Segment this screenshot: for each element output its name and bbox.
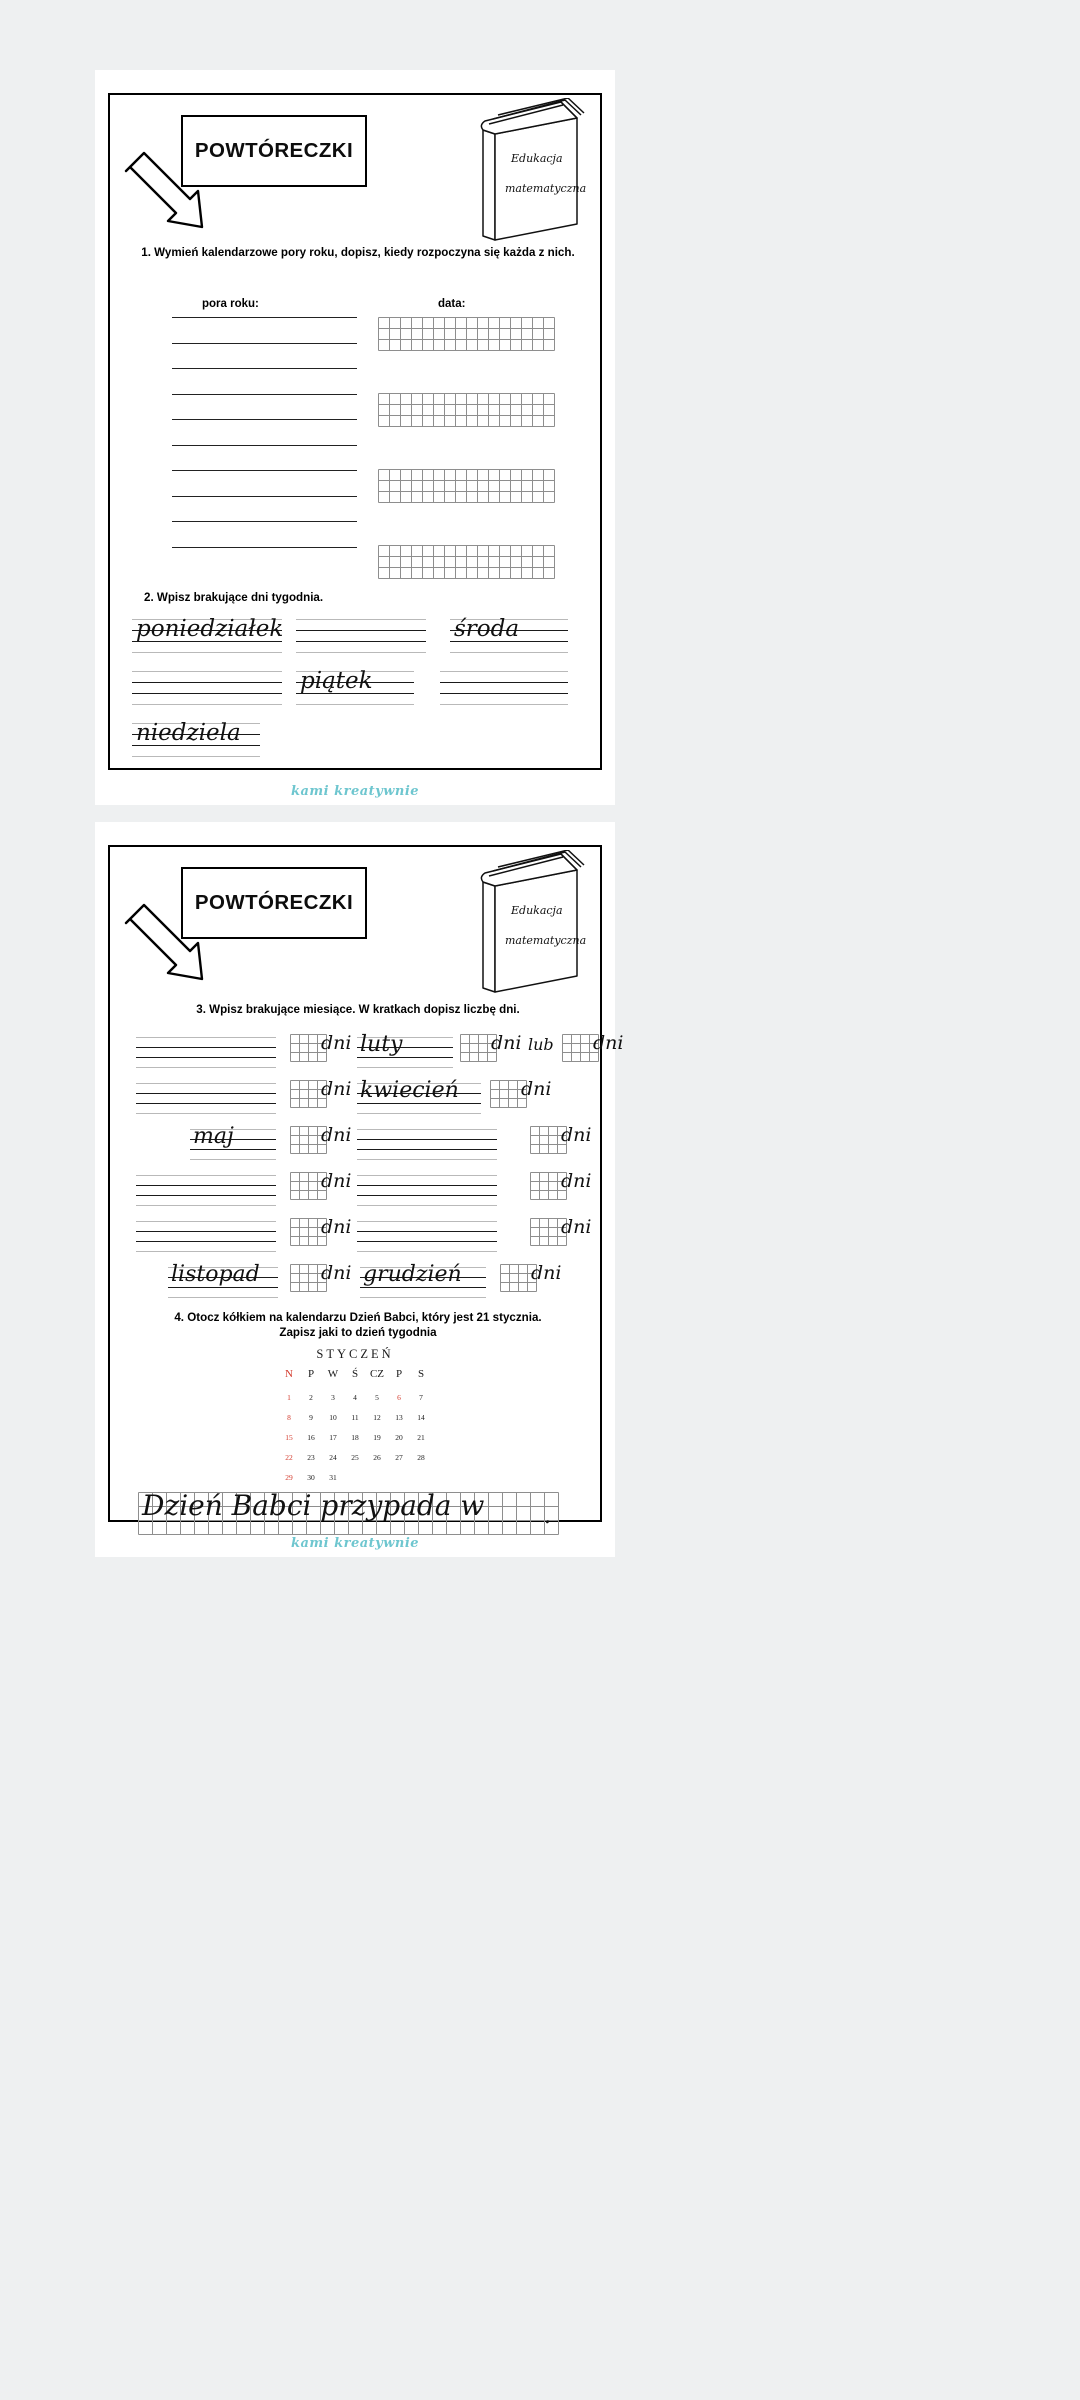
rule-line (440, 693, 568, 694)
rule-line (136, 1241, 276, 1242)
month-ruling[interactable] (136, 1221, 276, 1251)
calendar-day-header: S (417, 1368, 425, 1380)
rule-line (136, 1195, 276, 1196)
dni-label: dni (491, 1032, 522, 1054)
rule-line (132, 693, 282, 694)
calendar-day-cell[interactable]: 13 (395, 1412, 403, 1422)
calendar-day-cell[interactable]: 3 (331, 1392, 335, 1402)
calendar-week-row (278, 1387, 432, 1407)
calendar-day-cell[interactable]: 5 (375, 1392, 379, 1402)
calendar-empty-cell (366, 1467, 388, 1487)
rule-line (440, 704, 568, 705)
weekday-word: niedziela (136, 720, 241, 746)
rule-line (136, 1047, 276, 1048)
calendar-day-cell[interactable]: 31 (329, 1472, 337, 1482)
calendar-body[interactable] (278, 1387, 432, 1487)
calendar-day-cell[interactable]: 8 (287, 1412, 291, 1422)
rule-line (136, 1103, 276, 1104)
task-4-instruction-line1: 4. Otocz kółkiem na kalendarzu Dzień Babci, który jest 21 stycznia. (174, 1311, 542, 1324)
lub-label: lub (528, 1035, 554, 1054)
calendar-day-cell[interactable]: 25 (351, 1452, 359, 1462)
rule-line (136, 1205, 276, 1206)
weekday-ruling[interactable] (440, 671, 568, 704)
dni-label: dni (561, 1216, 592, 1238)
month-ruling[interactable] (357, 1175, 497, 1205)
date-grid[interactable] (378, 317, 555, 351)
rule-line (357, 1221, 497, 1222)
calendar-day-header: Ś (351, 1368, 359, 1380)
dni-label: dni (531, 1262, 562, 1284)
rule-line (357, 1113, 481, 1114)
book-icon (465, 850, 590, 1000)
book-icon (465, 98, 590, 248)
calendar-day-cell[interactable]: 1 (287, 1392, 291, 1402)
dni-label: dni (321, 1124, 352, 1146)
answer-line[interactable] (172, 445, 357, 446)
rule-line (132, 756, 260, 757)
month-word: kwiecień (360, 1078, 459, 1103)
answer-line[interactable] (172, 368, 357, 369)
rule-line (132, 652, 282, 653)
page-title-box (181, 115, 367, 187)
rule-line (136, 1037, 276, 1038)
calendar-day-cell[interactable]: 21 (417, 1432, 425, 1442)
rule-line (296, 641, 426, 642)
calendar-empty-cell (388, 1467, 410, 1487)
task-2-instruction: 2. Wpisz brakujące dni tygodnia. (144, 591, 324, 604)
rule-line (357, 1205, 497, 1206)
rule-line (132, 704, 282, 705)
page-title: POWTÓRECZKI (194, 139, 354, 162)
calendar-day-cell[interactable]: 24 (329, 1452, 337, 1462)
watermark: kami kreatywnie (290, 784, 420, 799)
task-4-instruction-line2: Zapisz jaki to dzień tygodnia (279, 1326, 437, 1339)
rule-line (296, 630, 426, 631)
weekday-word: poniedziałek (136, 616, 284, 642)
rule-line (136, 1231, 276, 1232)
calendar-week-row (278, 1427, 432, 1447)
rule-line (357, 1175, 497, 1176)
worksheet-page-2 (95, 822, 624, 1557)
month-word: luty (360, 1032, 403, 1057)
dni-label: dni (561, 1124, 592, 1146)
date-grid[interactable] (378, 469, 555, 503)
answer-line[interactable] (172, 521, 357, 522)
calendar-day-cell[interactable]: 22 (285, 1452, 293, 1462)
dni-label: dni (521, 1078, 552, 1100)
answer-line[interactable] (172, 419, 357, 420)
calendar-week-row (278, 1407, 432, 1427)
month-ruling[interactable] (136, 1037, 276, 1067)
calendar-day-cell[interactable]: 2 (309, 1392, 313, 1402)
answer-line[interactable] (172, 547, 357, 548)
answer-line[interactable] (172, 470, 357, 471)
calendar-week-row (278, 1467, 432, 1487)
calendar-day-header: P (395, 1368, 403, 1380)
rule-line (450, 652, 568, 653)
rule-line (357, 1195, 497, 1196)
dni-label: dni (321, 1032, 352, 1054)
answer-line[interactable] (172, 343, 357, 344)
calendar-empty-cell (344, 1467, 366, 1487)
rule-line (136, 1057, 276, 1058)
calendar-day-cell[interactable]: 16 (307, 1432, 315, 1442)
rule-line (190, 1159, 276, 1160)
calendar-day-header: CZ (369, 1368, 385, 1380)
dni-label: dni (321, 1262, 352, 1284)
calendar-day-cell[interactable]: 26 (373, 1452, 381, 1462)
calendar-week-row (278, 1447, 432, 1467)
book-label-line2: matematyczna (505, 934, 587, 947)
rule-line (296, 619, 426, 620)
calendar-day-cell[interactable]: 27 (395, 1452, 403, 1462)
rule-line (357, 1159, 497, 1160)
answer-line[interactable] (172, 394, 357, 395)
rule-line (136, 1251, 276, 1252)
weekday-word: piątek (300, 668, 373, 694)
month-word: grudzień (363, 1262, 462, 1287)
rule-line (136, 1175, 276, 1176)
month-ruling[interactable] (357, 1221, 497, 1251)
calendar-table[interactable] (278, 1368, 432, 1487)
rule-line (357, 1139, 497, 1140)
calendar-day-header: P (307, 1368, 315, 1380)
rule-line (136, 1221, 276, 1222)
rule-line (357, 1251, 497, 1252)
sentence-text: Dzień Babci przypada w (142, 1489, 485, 1522)
calendar-day-cell[interactable]: 4 (353, 1392, 357, 1402)
rule-line (357, 1185, 497, 1186)
rule-line (136, 1083, 276, 1084)
book-label-line1: Edukacja (511, 904, 563, 917)
rule-line (136, 1093, 276, 1094)
calendar-day-cell[interactable]: 9 (309, 1412, 313, 1422)
january-calendar[interactable] (110, 1347, 600, 1487)
calendar-day-cell[interactable]: 19 (373, 1432, 381, 1442)
rule-line (357, 1067, 453, 1068)
rule-line (357, 1149, 497, 1150)
task-1-instruction: 1. Wymień kalendarzowe pory roku, dopisz, kiedy rozpoczyna się każda z nich. (141, 246, 575, 259)
task-3-instruction: 3. Wpisz brakujące miesiące. W kratkach dopisz liczbę dni. (196, 1003, 520, 1016)
calendar-day-cell[interactable]: 23 (307, 1452, 315, 1462)
worksheet-page-1 (95, 70, 615, 805)
rule-line (296, 704, 414, 705)
rule-line (360, 1287, 486, 1288)
rule-line (190, 1149, 276, 1150)
calendar-day-cell[interactable]: 20 (395, 1432, 403, 1442)
calendar-day-cell[interactable]: 7 (419, 1392, 423, 1402)
dni-label: dni (561, 1170, 592, 1192)
calendar-day-header: N (285, 1368, 293, 1380)
column-heading-date: data: (438, 298, 466, 310)
page2-border (108, 845, 624, 1529)
rule-line (136, 1067, 276, 1068)
rule-line (440, 671, 568, 672)
calendar-day-cell[interactable]: 6 (397, 1392, 401, 1402)
rule-line (357, 1103, 481, 1104)
rule-line (357, 1241, 497, 1242)
rule-line (357, 1231, 497, 1232)
calendar-day-cell[interactable]: 10 (329, 1412, 337, 1422)
dni-label: dni (321, 1170, 352, 1192)
rule-line (136, 1113, 276, 1114)
rule-line (168, 1297, 278, 1298)
book-label-line2: matematyczna (505, 182, 587, 195)
book-label-line1: Edukacja (511, 152, 563, 165)
watermark: kami kreatywnie (290, 1536, 420, 1551)
month-word: maj (193, 1124, 234, 1149)
answer-line[interactable] (172, 317, 357, 318)
calendar-day-cell[interactable]: 28 (417, 1452, 425, 1462)
calendar-day-cell[interactable]: 11 (351, 1412, 359, 1422)
calendar-day-cell[interactable]: 12 (373, 1412, 381, 1422)
date-grid[interactable] (378, 393, 555, 427)
sentence-period: . (544, 1504, 551, 1529)
month-ruling[interactable] (357, 1129, 497, 1159)
column-heading-season: pora roku: (202, 298, 259, 310)
month-word: listopad (171, 1262, 260, 1287)
calendar-day-cell[interactable]: 17 (329, 1432, 337, 1442)
calendar-day-header: W (327, 1368, 339, 1380)
page1-border (108, 93, 602, 770)
calendar-day-cell[interactable]: 29 (285, 1472, 293, 1482)
dni-label: dni (321, 1216, 352, 1238)
dni-label: dni (321, 1078, 352, 1100)
weekday-ruling[interactable] (132, 671, 282, 704)
rule-line (357, 1129, 497, 1130)
rule-line (360, 1297, 486, 1298)
weekday-ruling[interactable] (296, 619, 426, 652)
rule-line (132, 671, 282, 672)
month-ruling[interactable] (136, 1083, 276, 1113)
dni-label: dni (593, 1032, 624, 1054)
calendar-day-cell[interactable]: 14 (417, 1412, 425, 1422)
month-ruling[interactable] (136, 1175, 276, 1205)
rule-line (440, 682, 568, 683)
calendar-month-label: STYCZEŃ (316, 1347, 394, 1361)
calendar-day-cell[interactable]: 15 (285, 1432, 293, 1442)
calendar-header-row (278, 1368, 432, 1387)
page-title: POWTÓRECZKI (194, 891, 354, 914)
answer-line[interactable] (172, 496, 357, 497)
calendar-empty-cell (410, 1467, 432, 1487)
rule-line (357, 1057, 453, 1058)
weekday-word: środa (454, 616, 520, 642)
calendar-day-cell[interactable]: 30 (307, 1472, 315, 1482)
rule-line (168, 1287, 278, 1288)
date-grid[interactable] (378, 545, 555, 579)
page-title-box (181, 867, 367, 939)
rule-line (136, 1185, 276, 1186)
calendar-day-cell[interactable]: 18 (351, 1432, 359, 1442)
rule-line (132, 682, 282, 683)
rule-line (296, 652, 426, 653)
